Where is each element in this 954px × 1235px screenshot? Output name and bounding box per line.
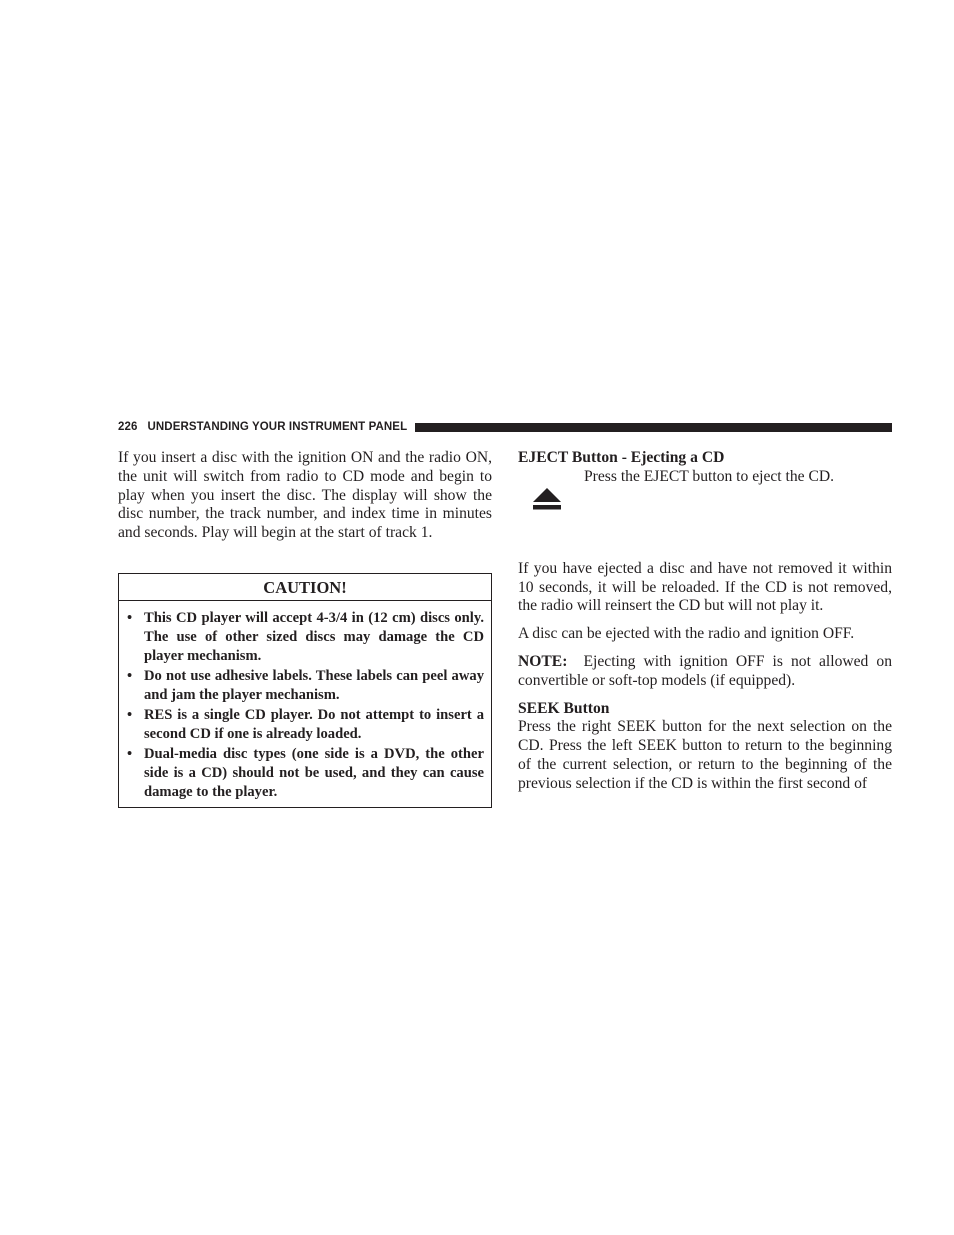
caution-list [119, 601, 491, 802]
reload-paragraph: If you have ejected a disc and have not removed it within 10 seconds, it will be reloaded. If the CD is not removed, the radio will reinsert the CD but will not play it. [518, 559, 892, 615]
caution-item [127, 706, 484, 744]
header-rule [415, 423, 892, 432]
section-title: UNDERSTANDING YOUR INSTRUMENT PANEL [147, 421, 408, 433]
bullet-icon: • [127, 610, 133, 626]
caution-item-text: RES is a single CD player. Do not attempt to insert a second CD if one is already loaded. [144, 707, 484, 742]
note-label: NOTE: [518, 652, 568, 670]
seek-heading: SEEK Button [518, 699, 610, 717]
eject-heading: EJECT Button - Ejecting a CD [518, 449, 725, 466]
bullet-icon: • [127, 668, 133, 684]
ignition-off-paragraph: A disc can be ejected with the radio and ignition OFF. [518, 625, 855, 643]
note-paragraph [518, 653, 892, 691]
page-header [118, 419, 892, 435]
eject-icon [533, 488, 561, 510]
caution-item-text: Dual-media disc types (one side is a DVD, the other side is a CD) should not be used, and they can cause damage to the player. [144, 746, 484, 800]
caution-item-text: Do not use adhesive labels. These labels can peel away and jam the player mechanism. [144, 668, 484, 703]
caution-item-text: This CD player will accept 4-3/4 in (12 cm) discs only. The use of other sized discs may damage the CD player mechanism. [144, 610, 484, 664]
left-column [118, 449, 492, 543]
caution-item [127, 609, 484, 666]
eject-row [518, 468, 892, 538]
caution-item [127, 745, 484, 802]
right-column [518, 449, 892, 794]
intro-paragraph: If you insert a disc with the ignition ON and the radio ON, the unit will switch from radio to CD mode and begin to play when you insert the disc. The display will show the disc number, the track number, and index time in minutes and seconds. Play will begin at the start of track 1. [118, 449, 492, 542]
bullet-icon: • [127, 707, 133, 723]
eject-instruction: Press the EJECT button to eject the CD. [584, 467, 835, 485]
caution-box [118, 573, 492, 808]
note-text: Ejecting with ignition OFF is not allowed on convertible or soft-top models (if equipped). [518, 652, 892, 689]
page-number: 226 [118, 421, 138, 433]
caution-item [127, 667, 484, 705]
caution-title: CAUTION! [119, 574, 491, 601]
seek-paragraph: Press the right SEEK button for the next selection on the CD. Press the left SEEK button to return to the beginning of the current selection, or return to the beginning of the previous selection if the CD is within the first second of [518, 718, 892, 792]
bullet-icon: • [127, 746, 133, 762]
